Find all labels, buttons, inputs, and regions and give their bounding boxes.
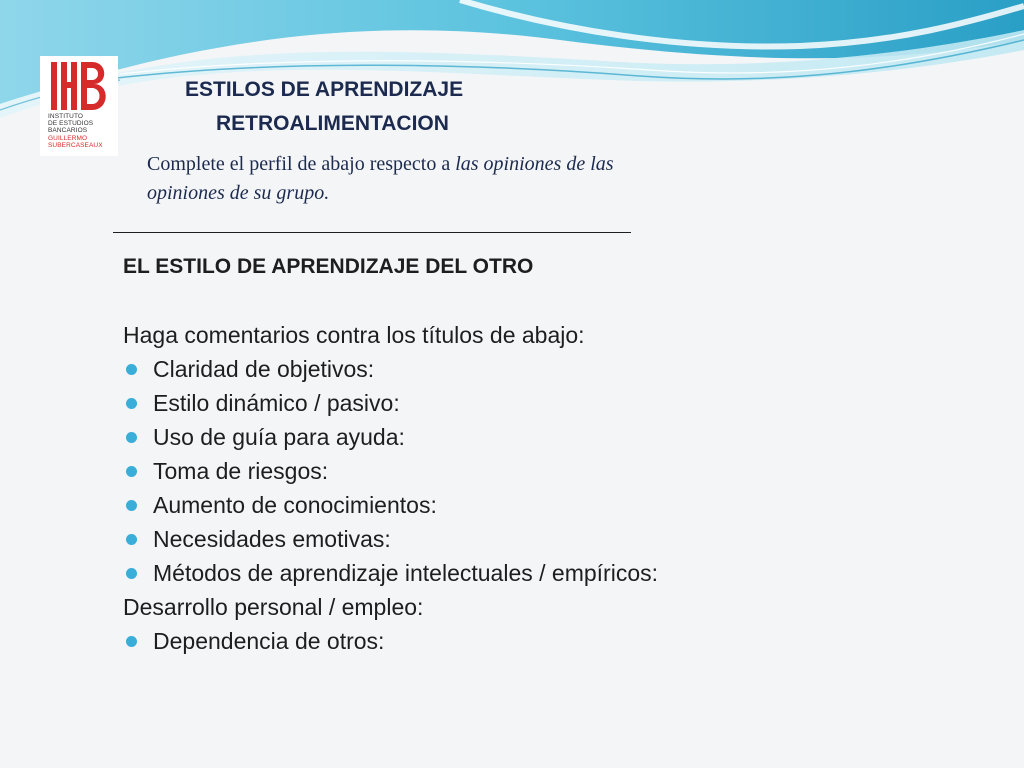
- spacer: [123, 284, 923, 318]
- bullet-text: Claridad de objetivos:: [153, 356, 375, 382]
- instructions-text: [147, 150, 627, 208]
- bullet-list: [123, 352, 923, 590]
- content-body: [123, 250, 923, 658]
- bullet-dot-icon: [126, 432, 137, 443]
- intro-text: Haga comentarios contra los títulos de abajo:: [123, 322, 585, 348]
- bullet-item: [123, 556, 923, 590]
- bullet-text: Dependencia de otros:: [153, 628, 385, 654]
- bullet-item: [123, 352, 923, 386]
- instructions-italic: las opiniones de las opiniones de su grupo.: [147, 153, 614, 204]
- bullet-dot-icon: [126, 568, 137, 579]
- bullet-dot-icon: [126, 466, 137, 477]
- slide-title: ESTILOS DE APRENDIZAJE: [185, 78, 464, 101]
- divider-line: [113, 232, 631, 233]
- bullet-text: Estilo dinámico / pasivo:: [153, 390, 400, 416]
- logo-text-line: SUBERCASEAUX: [48, 142, 103, 149]
- bullet-item: [123, 488, 923, 522]
- bullet-text: Uso de guía para ayuda:: [153, 424, 405, 450]
- slide-subtitle: RETROALIMENTACION: [216, 112, 449, 135]
- bullet-text: Aumento de conocimientos:: [153, 492, 437, 518]
- plain-line: Desarrollo personal / empleo:: [123, 594, 424, 620]
- header-wave-decoration: [0, 0, 1024, 160]
- bullet-item: [123, 624, 923, 658]
- logo-text-line: BANCARIOS: [48, 127, 88, 134]
- bullet-list-2: [123, 624, 923, 658]
- bullet-item: [123, 522, 923, 556]
- bullet-dot-icon: [126, 636, 137, 647]
- institute-logo-mark: [48, 60, 110, 112]
- logo-text-line: DE ESTUDIOS: [48, 120, 94, 127]
- logo-text-line: GUILLERMO: [48, 135, 88, 142]
- bullet-text: Toma de riesgos:: [153, 458, 329, 484]
- logo-text-line: INSTITUTO: [48, 113, 84, 120]
- section-heading: EL ESTILO DE APRENDIZAJE DEL OTRO: [123, 255, 534, 278]
- institute-logo: [40, 56, 118, 156]
- bullet-item: [123, 454, 923, 488]
- bullet-text: Métodos de aprendizaje intelectuales / empíricos:: [153, 560, 659, 586]
- bullet-item: [123, 420, 923, 454]
- bullet-text: Necesidades emotivas:: [153, 526, 391, 552]
- bullet-item: [123, 386, 923, 420]
- instructions-plain: Complete el perfil de abajo respecto a: [147, 153, 451, 175]
- bullet-dot-icon: [126, 398, 137, 409]
- bullet-dot-icon: [126, 364, 137, 375]
- bullet-dot-icon: [126, 534, 137, 545]
- bullet-dot-icon: [126, 500, 137, 511]
